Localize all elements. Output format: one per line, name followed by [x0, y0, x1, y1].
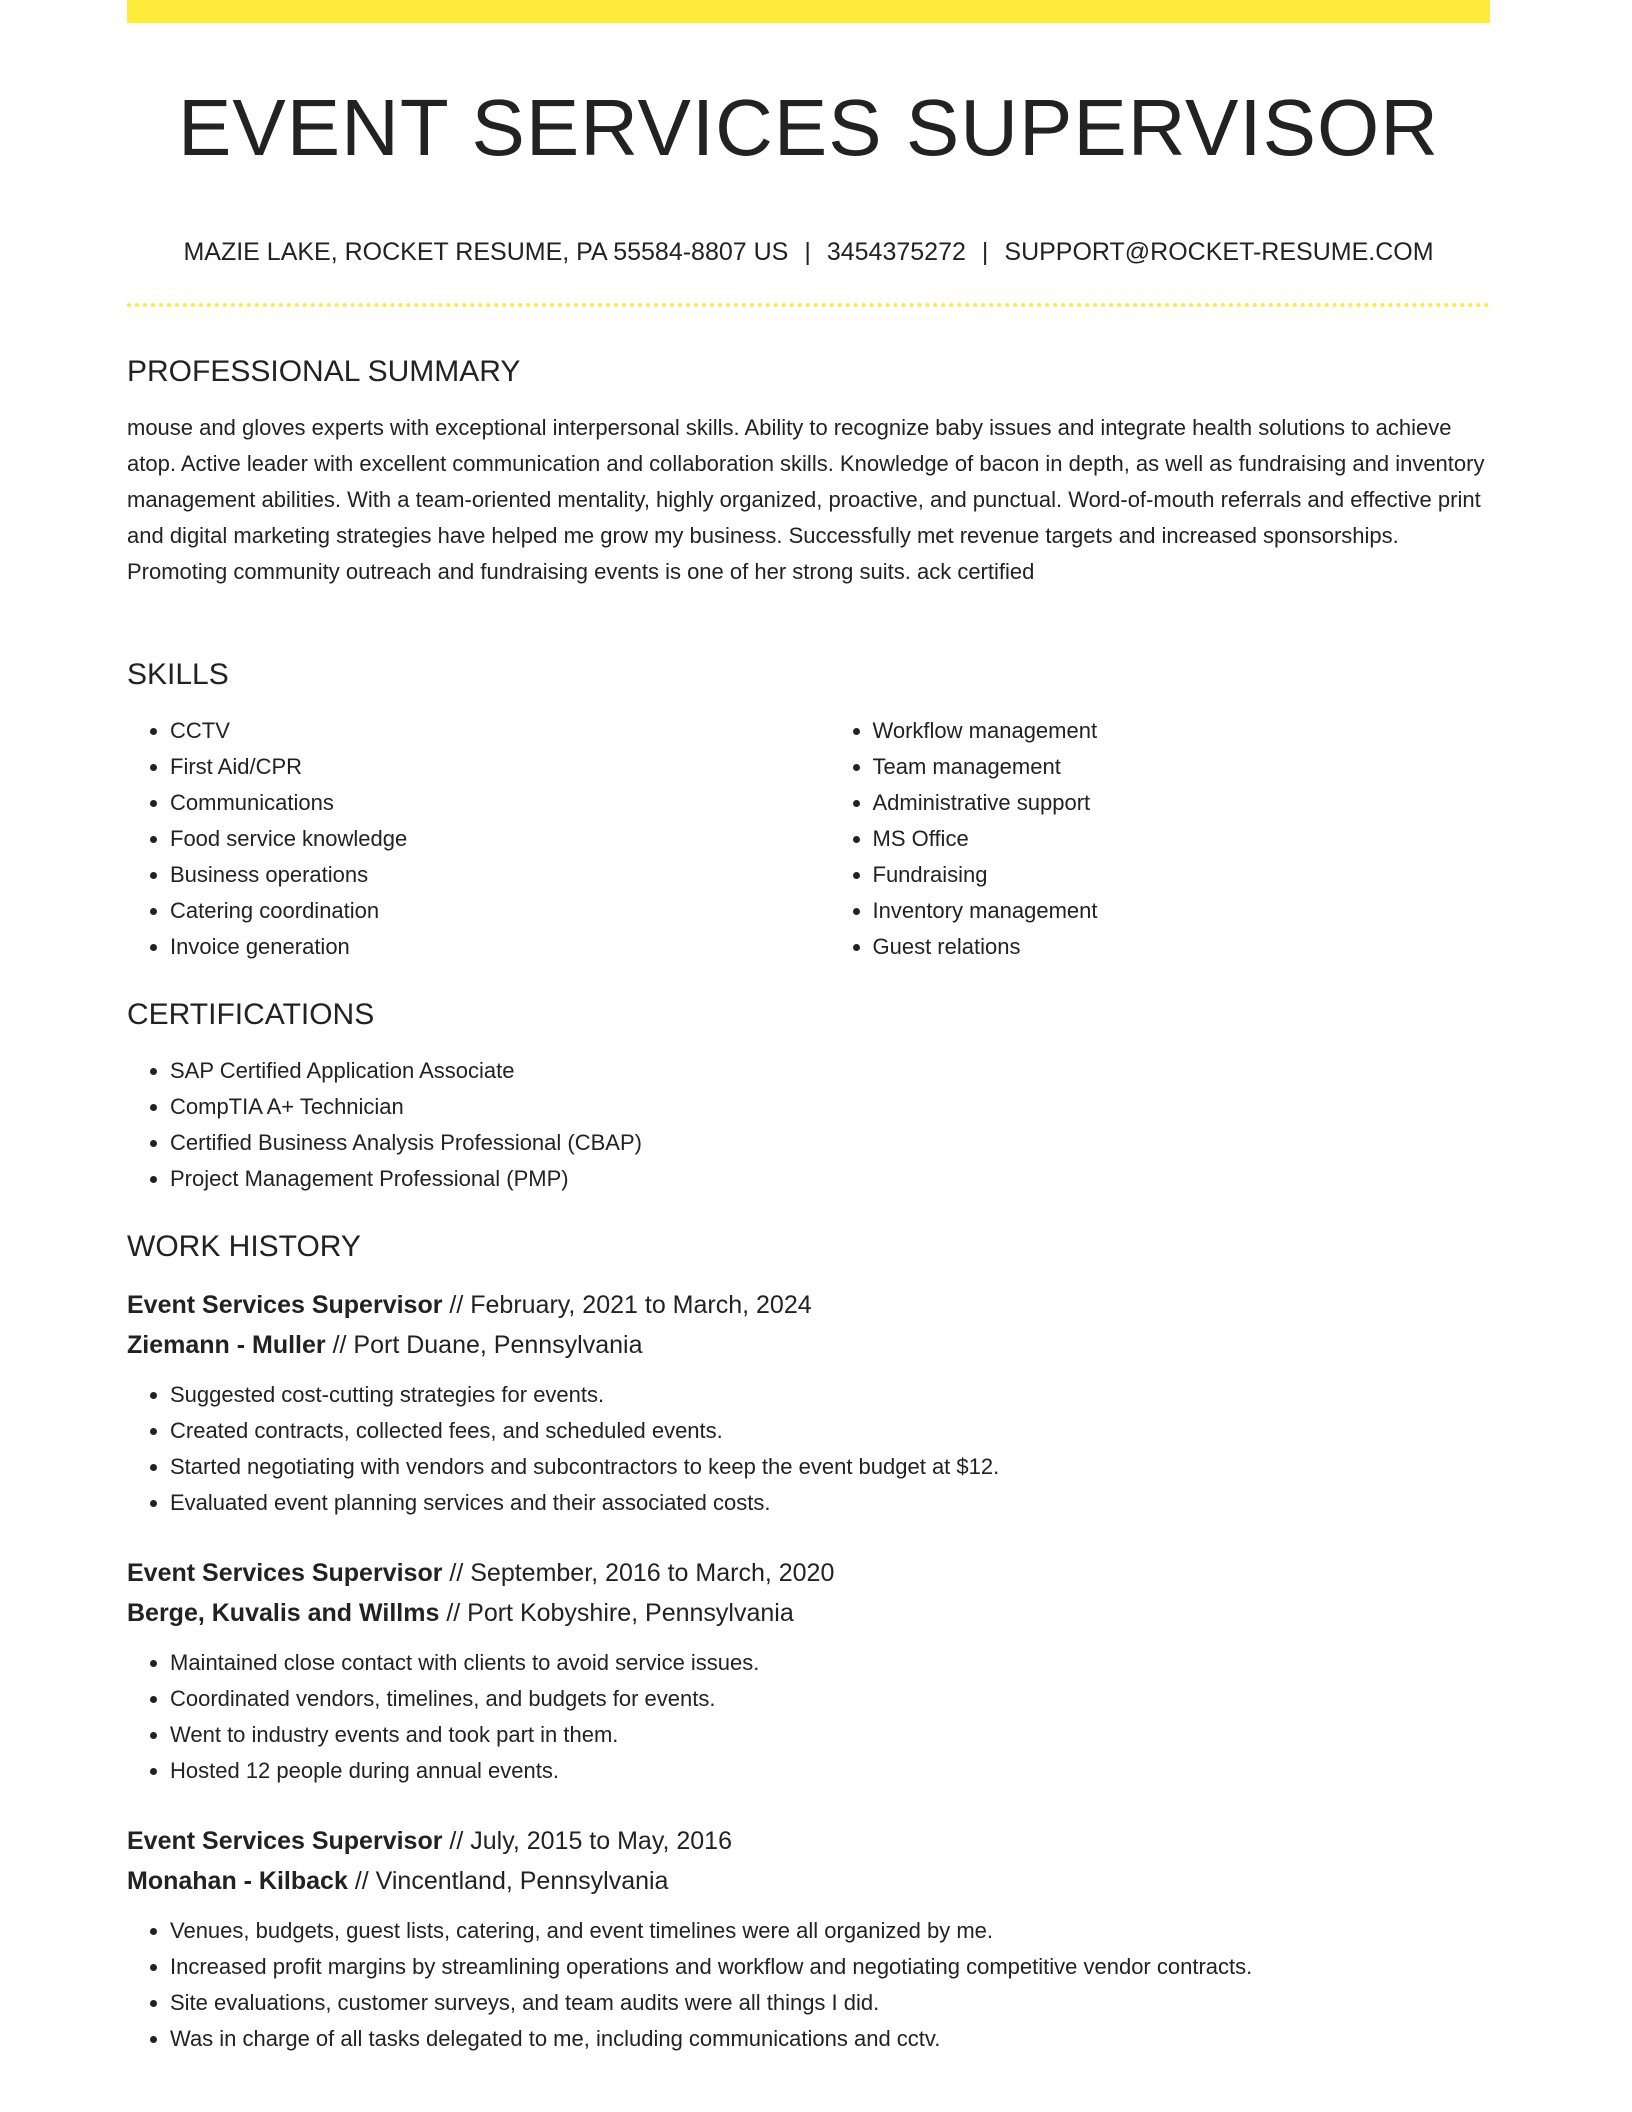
certifications-list — [127, 1053, 1490, 1197]
job-bullet: • Increased profit margins by streamlining operations and workflow and negotiating competitive vendor contracts. — [170, 1949, 1490, 1985]
skills-list-right — [830, 713, 1491, 965]
skill-item: • Workflow management — [873, 713, 1491, 749]
job-dates: // February, 2021 to March, 2024 — [442, 1291, 812, 1319]
job-location: // Vincentland, Pennsylvania — [347, 1867, 669, 1895]
skills-columns — [127, 713, 1490, 965]
certification-item: • Certified Business Analysis Professional (CBAP) — [170, 1125, 1490, 1161]
job-company: Berge, Kuvalis and Willms — [127, 1599, 440, 1627]
job-title-line — [127, 1821, 1490, 1861]
contact-phone: 3454375272 — [826, 238, 966, 266]
contact-separator: | — [804, 238, 811, 266]
contact-separator: | — [981, 238, 989, 266]
job-title: Event Services Supervisor — [127, 1827, 443, 1855]
work-history-heading: WORK HISTORY — [127, 1230, 361, 1263]
job-bullet: • Went to industry events and took part in them. — [170, 1717, 1490, 1753]
skill-item: • Food service knowledge — [170, 821, 788, 857]
resume-title: EVENT SERVICES SUPERVISOR — [178, 83, 1439, 172]
skills-heading: SKILLS — [127, 658, 229, 691]
job-title-line — [127, 1553, 1490, 1593]
certifications-heading: CERTIFICATIONS — [127, 998, 375, 1031]
work-history-section — [127, 1227, 1490, 2057]
skill-item: • CCTV — [170, 713, 788, 749]
job-bullet: • Hosted 12 people during annual events. — [170, 1753, 1490, 1789]
job-company: Monahan - Kilback — [127, 1867, 348, 1895]
skill-item: • Fundraising — [873, 857, 1491, 893]
contact-email: SUPPORT@ROCKET-RESUME.COM — [1004, 238, 1434, 266]
job-bullet: • Suggested cost-cutting strategies for events. — [170, 1377, 1490, 1413]
contact-address: MAZIE LAKE, ROCKET RESUME, PA 55584-8807 US — [183, 238, 789, 266]
job-dates: // July, 2015 to May, 2016 — [442, 1827, 732, 1855]
skill-item: • First Aid/CPR — [170, 749, 788, 785]
job-company-line — [127, 1325, 1490, 1365]
summary-text: mouse and gloves experts with exceptional interpersonal skills. Ability to recognize baby issues and integrate health solutions to achieve atop. Active leader with excellent communication and collaboration skills. Knowledge of bacon in depth, as well as fundraising and inventory management abilities. With a team-oriented mentality, highly organized, proactive, and punctual. Word-of-mouth referrals and effective print and digital marketing strategies have helped me grow my business. Successfully met revenue targets and increased sponsorships. Promoting community outreach and fundraising events is one of her strong suits. ack certified — [127, 415, 1485, 584]
certification-item: • SAP Certified Application Associate — [170, 1053, 1490, 1089]
job-company: Ziemann - Muller — [127, 1331, 326, 1359]
job-bullet: • Venues, budgets, guest lists, catering, and event timelines were all organized by me. — [170, 1913, 1490, 1949]
job-title: Event Services Supervisor — [127, 1559, 443, 1587]
skill-item: • Team management — [873, 749, 1491, 785]
accent-bar — [127, 0, 1490, 23]
job-bullets — [127, 1645, 1490, 1789]
summary-section — [127, 352, 1490, 590]
certification-item: • Project Management Professional (PMP) — [170, 1161, 1490, 1197]
job-entry — [127, 1821, 1490, 2057]
certification-item: • CompTIA A+ Technician — [170, 1089, 1490, 1125]
job-bullets — [127, 1913, 1490, 2057]
skills-section — [127, 655, 1490, 965]
job-dates: // September, 2016 to March, 2020 — [442, 1559, 835, 1587]
skill-item: • Invoice generation — [170, 929, 788, 965]
job-bullet: • Site evaluations, customer surveys, and team audits were all things I did. — [170, 1985, 1490, 2021]
job-location: // Port Duane, Pennsylvania — [325, 1331, 643, 1359]
skill-item: • Business operations — [170, 857, 788, 893]
skill-item: • Inventory management — [873, 893, 1491, 929]
job-bullet: • Evaluated event planning services and their associated costs. — [170, 1485, 1490, 1521]
job-bullets — [127, 1377, 1490, 1521]
skill-item: • Guest relations — [873, 929, 1491, 965]
skill-item: • Administrative support — [873, 785, 1491, 821]
skill-item: • Catering coordination — [170, 893, 788, 929]
skill-item: • Communications — [170, 785, 788, 821]
certifications-section — [127, 995, 1490, 1197]
job-bullet: • Coordinated vendors, timelines, and budgets for events. — [170, 1681, 1490, 1717]
job-bullet: • Maintained close contact with clients to avoid service issues. — [170, 1645, 1490, 1681]
job-bullet: • Created contracts, collected fees, and scheduled events. — [170, 1413, 1490, 1449]
contact-line — [127, 235, 1490, 269]
job-company-line — [127, 1593, 1490, 1633]
job-title: Event Services Supervisor — [127, 1291, 443, 1319]
skills-list-left — [127, 713, 788, 965]
dotted-divider — [127, 303, 1490, 307]
skill-item: • MS Office — [873, 821, 1491, 857]
job-entry — [127, 1285, 1490, 1521]
job-bullet: • Was in charge of all tasks delegated to me, including communications and cctv. — [170, 2021, 1490, 2057]
job-title-line — [127, 1285, 1490, 1325]
job-bullet: • Started negotiating with vendors and subcontractors to keep the event budget at $12. — [170, 1449, 1490, 1485]
job-company-line — [127, 1861, 1490, 1901]
summary-heading: PROFESSIONAL SUMMARY — [127, 355, 521, 388]
jobs-list — [127, 1285, 1490, 2057]
job-entry — [127, 1553, 1490, 1789]
job-location: // Port Kobyshire, Pennsylvania — [439, 1599, 794, 1627]
